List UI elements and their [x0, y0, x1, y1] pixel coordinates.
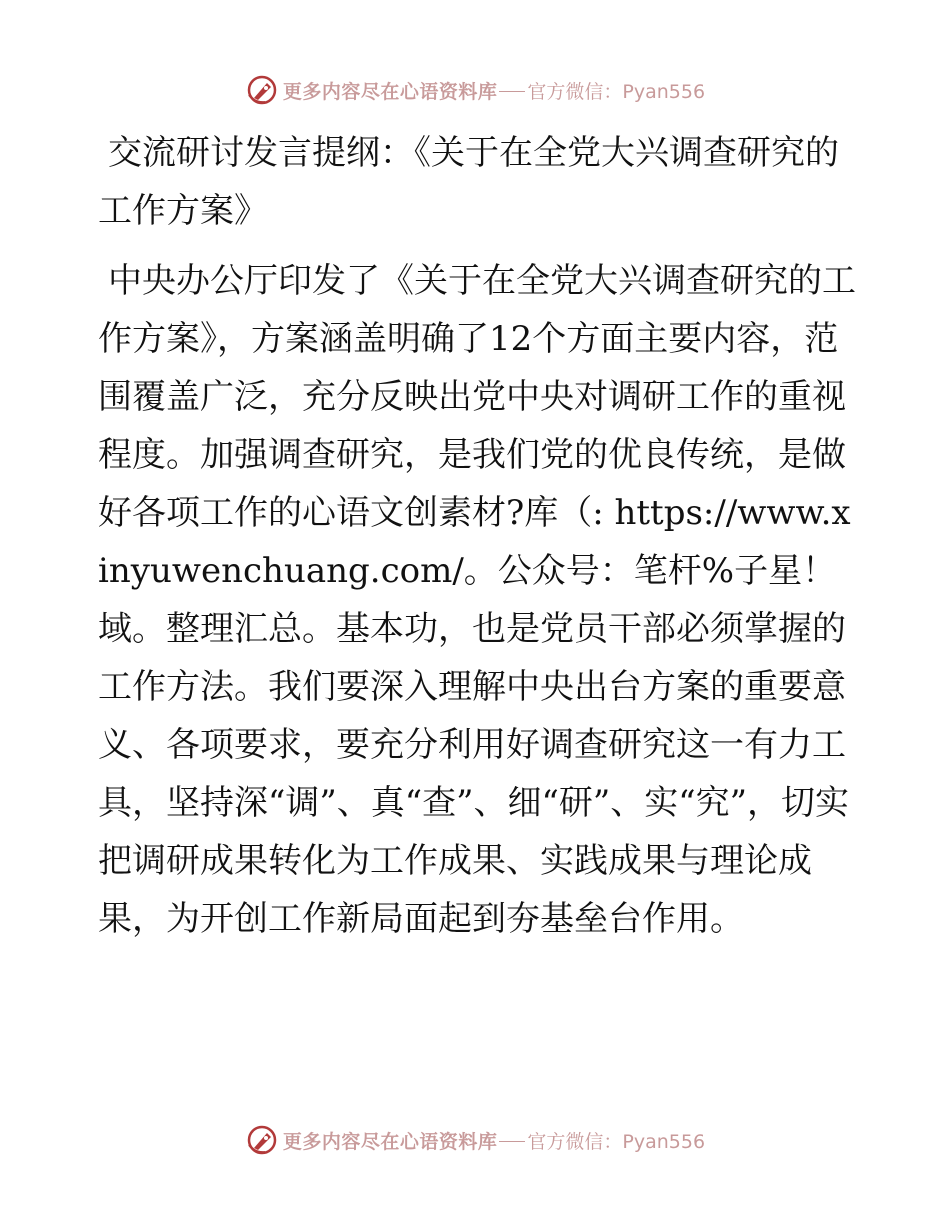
document-title: 交流研讨发言提纲：《关于在全党大兴调查研究的工作方案》: [98, 133, 839, 231]
watermark-brand-text: 更多内容尽在心语资料库: [282, 80, 498, 103]
pen-nib-logo-icon: [245, 1123, 279, 1157]
footer-watermark-banner: [0, 1120, 950, 1160]
watermark-separator: [499, 91, 525, 92]
watermark-separator: [499, 1141, 525, 1142]
header-watermark-banner: [0, 70, 950, 110]
document-body-paragraph: 中央办公厅印发了《关于在全党大兴调查研究的工作方案》，方案涵盖明确了12个方面主要内容，范围覆盖广泛，充分反映出党中央对调研工作的重视程度。加强调查研究，是我们党的优良传统，是做好各项工作的心语文创素材?库（: https://www.xinyuwenchuang.com/。公众号：笔杆%子星！域。整理汇总。基本功，也是党员干部必须掌握的工作方法。我们要深入理解中央出台方案的重要意义、各项要求，要充分利用好调查研究这一有力工具，坚持深“调”、真“查”、细“研”、实“究”，切实把调研成果转化为工作成果、实践成果与理论成果，为开创工作新局面起到夯基垒台作用。: [98, 261, 856, 939]
watermark-contact-text: 官方微信：Pyan556: [527, 80, 706, 103]
watermark-contact-text: 官方微信：Pyan556: [527, 1130, 706, 1153]
watermark-brand-text: 更多内容尽在心语资料库: [282, 1130, 498, 1153]
pen-nib-logo-icon: [245, 73, 279, 107]
